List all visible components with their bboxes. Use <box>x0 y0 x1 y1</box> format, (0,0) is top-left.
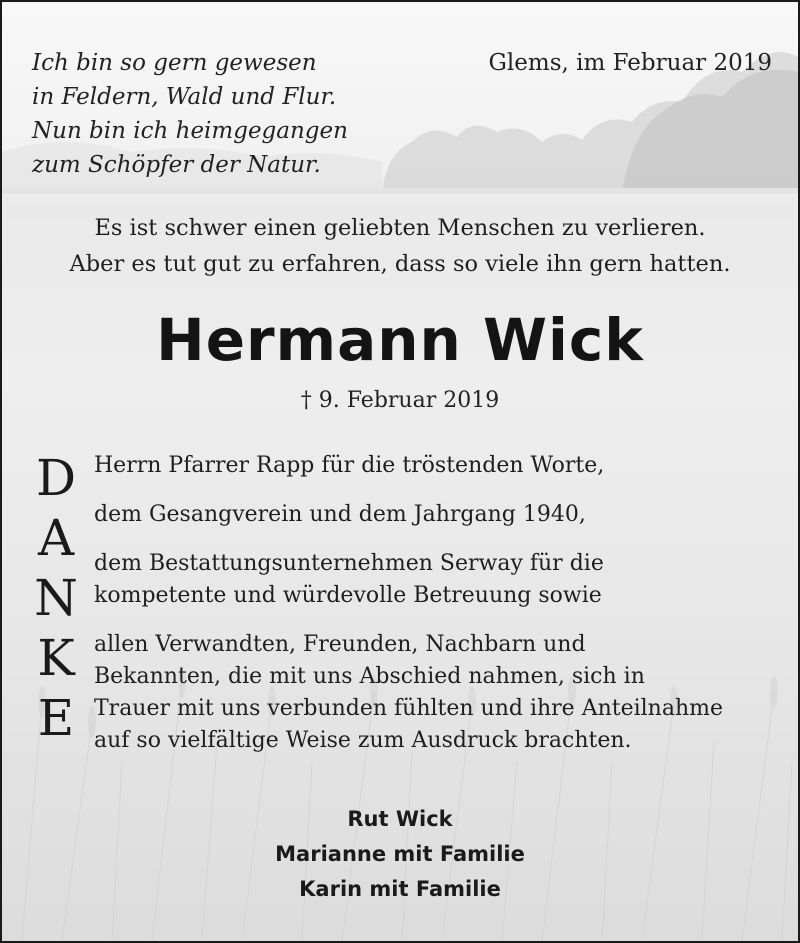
thanks-line: Trauer mit uns verbunden fühlten und ihre Anteilnahme <box>94 696 724 721</box>
thanks-line: dem Bestattungsunternehmen Serway für die <box>94 551 604 576</box>
thanks-item <box>94 450 723 482</box>
intro-text <box>2 210 798 282</box>
thanks-item <box>94 548 723 612</box>
signer: Karin mit Familie <box>299 877 501 901</box>
thanks-line: Herrn Pfarrer Rapp für die tröstenden Worte, <box>94 453 605 478</box>
thanks-line: auf so vielfältige Weise zum Ausdruck brachten. <box>94 728 632 753</box>
intro-line: Es ist schwer einen geliebten Menschen zu verlieren. <box>94 215 706 241</box>
danke-letter: K <box>37 629 75 687</box>
deceased-name: Hermann Wick <box>156 306 644 374</box>
thanks-list <box>94 450 723 774</box>
danke-letter: N <box>34 569 78 627</box>
thanks-line: kompetente und würdevolle Betreuung sowie <box>94 583 602 608</box>
thanks-item <box>94 499 723 531</box>
thanks-line: Bekannten, die mit uns Abschied nahmen, sich in <box>94 664 645 689</box>
signer: Marianne mit Familie <box>275 842 525 866</box>
danke-letter: D <box>35 449 77 507</box>
poem-line: Nun bin ich heimgegangen <box>32 118 348 144</box>
poem <box>32 46 348 182</box>
danke-letter: E <box>37 689 75 747</box>
danke-vertical-word <box>30 448 82 748</box>
poem-line: in Feldern, Wald und Flur. <box>32 84 337 110</box>
signers <box>2 802 798 907</box>
thanks-line: dem Gesangverein und dem Jahrgang 1940, <box>94 502 586 527</box>
poem-line: zum Schöpfer der Natur. <box>32 152 321 178</box>
danke-letter: A <box>37 509 75 567</box>
death-date: † 9. Februar 2019 <box>300 388 500 413</box>
signer: Rut Wick <box>347 807 453 831</box>
poem-line: Ich bin so gern gewesen <box>32 50 317 76</box>
place-date: Glems, im Februar 2019 <box>488 50 772 76</box>
thanks-item <box>94 629 723 757</box>
thanks-line: allen Verwandten, Freunden, Nachbarn und <box>94 632 586 657</box>
intro-line: Aber es tut gut zu erfahren, dass so viele ihn gern hatten. <box>69 251 731 277</box>
